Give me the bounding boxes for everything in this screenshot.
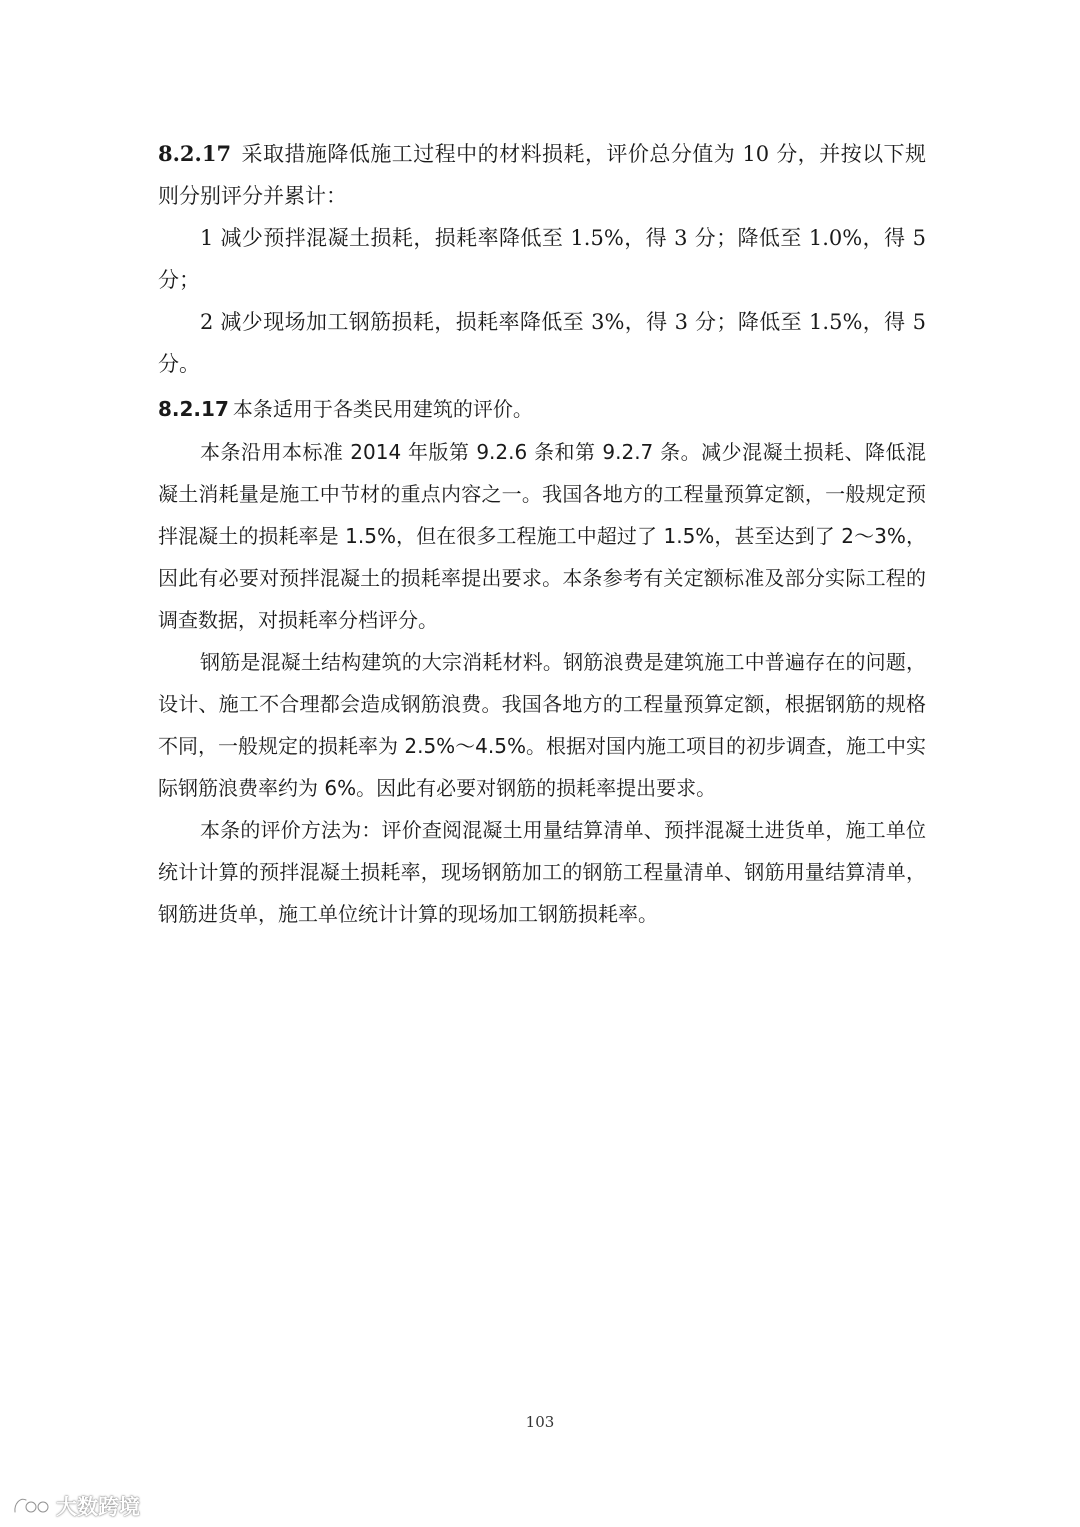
clause-text: 采取措施降低施工过程中的材料损耗，评价总分值为 10 分，并按以下规则分别评分并累计： [158,142,926,208]
page-number: 103 [525,1413,555,1431]
clause-number: 8.2.17 [158,141,232,166]
commentary-text: 本条适用于各类民用建筑的评价。 [232,397,533,421]
watermark [12,1491,140,1521]
clause-section [158,133,926,385]
commentary-heading [158,387,926,431]
clause-item-1: 1 减少预拌混凝土损耗，损耗率降低至 1.5%，得 3 分；降低至 1.0%，得 5 分； [158,226,926,292]
brand-logo-icon [12,1494,50,1518]
clause-heading [158,133,926,217]
commentary-paragraph: 本条的评价方法为：评价查阅混凝土用量结算清单、预拌混凝土进货单，施工单位统计计算的预拌混凝土损耗率，现场钢筋加工的钢筋工程量清单、钢筋用量结算清单，钢筋进货单，施工单位统计计算的现场加工钢筋损耗率。 [158,818,926,926]
commentary-paragraph: 本条沿用本标准 2014 年版第 9.2.6 条和第 9.2.7 条。减少混凝土损耗、降低混凝土消耗量是施工中节材的重点内容之一。我国各地方的工程量预算定额，一般规定预拌混凝土的损耗率是 1.5%，但在很多工程施工中超过了 1.5%，甚至达到了 2～3%，因此有必要对预拌混凝土的损耗率提出要求。本条参考有关定额标准及部分实际工程的调查数据，对损耗率分档评分。 [158,440,926,632]
clause-item-2: 2 减少现场加工钢筋损耗，损耗率降低至 3%，得 3 分；降低至 1.5%，得 5 分。 [158,310,926,376]
watermark-text: 大数跨境 [56,1495,140,1519]
commentary-number: 8.2.17 [158,397,229,421]
commentary-section [158,387,926,935]
commentary-paragraph: 钢筋是混凝土结构建筑的大宗消耗材料。钢筋浪费是建筑施工中普遍存在的问题，设计、施工不合理都会造成钢筋浪费。我国各地方的工程量预算定额，根据钢筋的规格不同，一般规定的损耗率为 2.5%～4.5%。根据对国内施工项目的初步调查，施工中实际钢筋浪费率约为 6%。因此有必要对钢筋的损耗率提出要求。 [158,650,926,800]
